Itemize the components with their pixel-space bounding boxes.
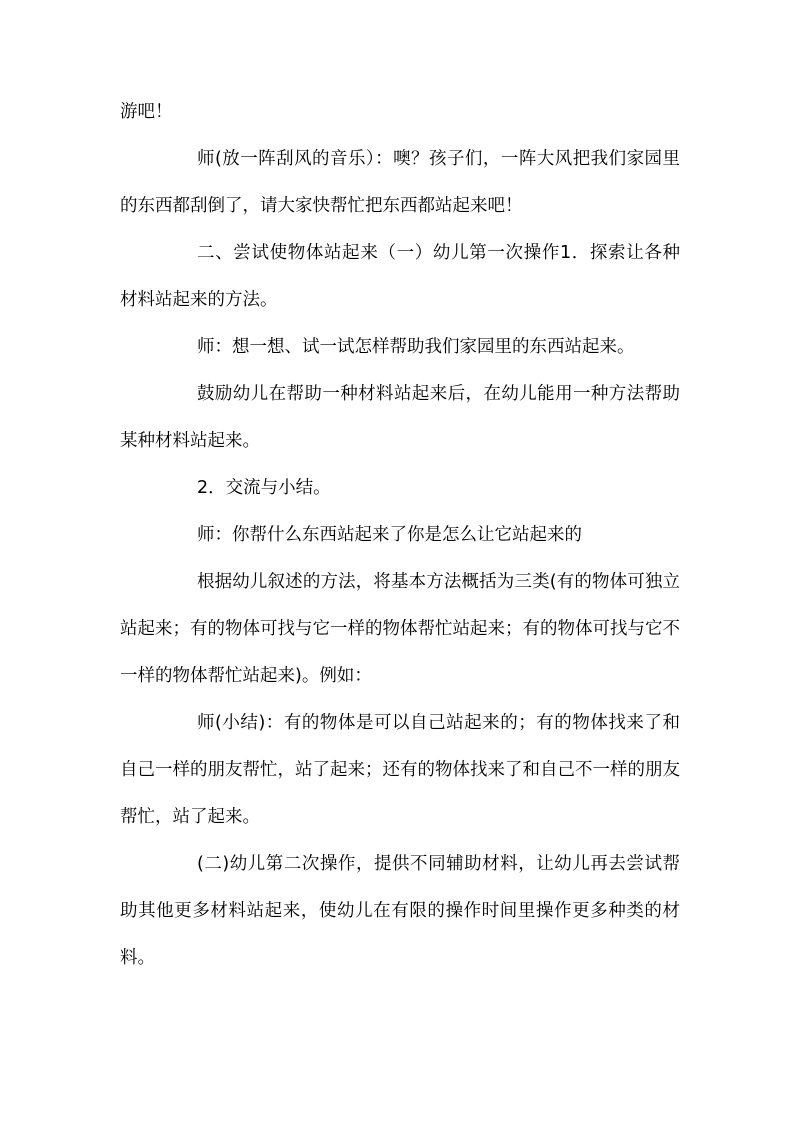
paragraph-6: 2．交流与小结。 — [197, 478, 331, 498]
paragraph-3: 二、尝试使物体站起来（一）幼儿第一次操作1．探索让各种材料站起来的方法。 — [120, 243, 680, 310]
document-body — [120, 89, 680, 982]
paragraph-7: 师：你帮什么东西站起来了你是怎么让它站起来的 — [197, 525, 582, 545]
paragraph-5: 鼓励幼儿在帮助一种材料站起来后，在幼儿能用一种方法帮助某种材料站起来。 — [120, 384, 680, 451]
paragraph-2: 师(放一阵刮风的音乐）：噢？孩子们，一阵大风把我们家园里的东西都刮倒了，请大家快帮忙把东西都站起来吧！ — [120, 149, 680, 216]
paragraph-10: (二)幼儿第二次操作，提供不同辅助材料，让幼儿再去尝试帮助其他更多材料站起来，使幼儿在有限的操作时间里操作更多种类的材料。 — [120, 854, 680, 968]
paragraph-8: 根据幼儿叙述的方法，将基本方法概括为三类(有的物体可独立站起来；有的物体可找与它一样的物体帮忙站起来；有的物体可找与它不一样的物体帮忙站起来)。例如： — [120, 572, 680, 686]
paragraph-9: 师(小结)：有的物体是可以自己站起来的；有的物体找来了和自己一样的朋友帮忙，站了起来；还有的物体找来了和自己不一样的朋友帮忙，站了起来。 — [120, 713, 680, 827]
paragraph-4: 师：想一想、试一试怎样帮助我们家园里的东西站起来。 — [197, 337, 635, 357]
paragraph-1: 游吧！ — [120, 102, 173, 122]
